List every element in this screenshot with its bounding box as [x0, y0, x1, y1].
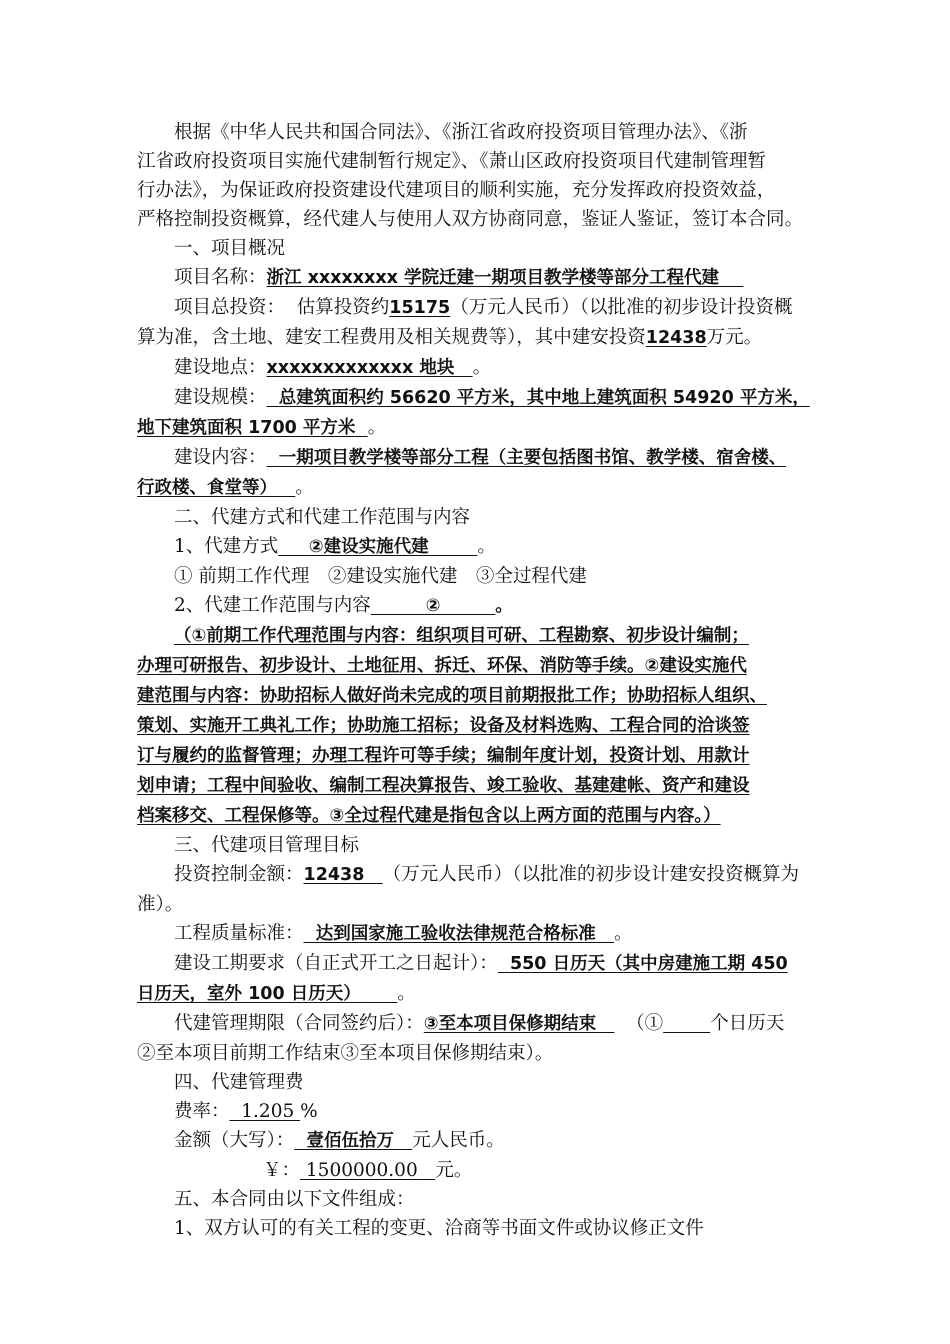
- scope-end: 。: [495, 596, 513, 616]
- fee-amount-label: 金额（大写）：: [174, 1130, 295, 1151]
- fee-rate-row: [137, 1097, 837, 1126]
- scope-detail-line: [137, 621, 837, 651]
- scope-detail-line: [137, 741, 837, 771]
- fee-amount-row: [137, 1126, 837, 1156]
- contract-body: [137, 118, 837, 1243]
- scale-value: 总建筑面积约 56620 平方米，其中地上建筑面积 54920 平方米，: [278, 388, 810, 408]
- content-row: [137, 443, 837, 473]
- intro-line: 根据《中华人民共和国合同法》、《浙江省政府投资项目管理办法》、《浙: [174, 122, 748, 143]
- mgmt-period-value: ③至本项目保修期结束: [423, 1014, 597, 1034]
- project-investment-row: [137, 293, 837, 323]
- mode-options: ① 前期工作代理 ②建设实施代建 ③全过程代建: [174, 566, 587, 587]
- scope-detail-line: [137, 711, 837, 741]
- mgmt-period-blank: [663, 1013, 710, 1034]
- scope-detail-text: 办理可研报告、初步设计、土地征用、拆迁、环保、消防等手续。②建设实施代: [137, 656, 747, 676]
- scope-detail-text: 订与履约的监督管理；办理工程许可等手续；编制年度计划，投资计划、用款计: [137, 746, 750, 766]
- mgmt-period-options: （①: [626, 1013, 664, 1034]
- period-value-2: 日历天，室外 100 日历天）: [137, 984, 361, 1004]
- scope-label: 2、代建工作范围与内容: [174, 595, 371, 616]
- site-end: 。: [472, 357, 492, 378]
- period-row: [137, 949, 837, 979]
- scope-detail-text: （①前期工作代理范围与内容：组织项目可研、工程勘察、初步设计编制；: [174, 626, 749, 646]
- project-name-label: 项目名称：: [174, 267, 267, 288]
- fee-amount-unit: 元人民币。: [412, 1130, 505, 1151]
- period-label: 建设工期要求（自正式开工之日起计）：: [174, 953, 498, 974]
- site-label: 建设地点：: [174, 357, 267, 378]
- mgmt-period-row: [137, 1009, 837, 1039]
- scale-row-2: [137, 413, 837, 443]
- scale-value-2: 地下建筑面积 1700 平方米: [137, 418, 356, 438]
- scope-detail-text: 档案移交、工程保修等。③全过程代建是指包含以上两方面的范围与内容。）: [137, 806, 721, 826]
- mode-end: 。: [477, 536, 496, 557]
- section-heading: 一、项目概况: [174, 238, 286, 259]
- fee-rate-value: 1.205: [241, 1101, 295, 1122]
- scale-label: 建设规模：: [174, 387, 267, 408]
- scope-detail-line: [137, 651, 837, 681]
- mode-value: ②建设实施代建: [308, 537, 429, 557]
- project-name-row: [137, 263, 837, 293]
- mode-row: [137, 532, 837, 562]
- scope-detail-line: [137, 681, 837, 711]
- site-row: [137, 353, 837, 383]
- control-amount-row: [137, 860, 837, 890]
- content-label: 建设内容：: [174, 447, 267, 468]
- section-heading: 三、代建项目管理目标: [174, 835, 360, 856]
- mgmt-period-row-2: ②至本项目前期工作结束③至本项目保修期结束）。: [137, 1043, 554, 1064]
- fee-yen-value: 1500000.00: [305, 1160, 418, 1181]
- scope-detail-text: 建范围与内容：协助招标人做好尚未完成的项目前期报批工作；协助招标人组织、: [137, 686, 767, 706]
- investment-row-2: [137, 323, 837, 353]
- content-value: 一期项目教学楼等部分工程（主要包括图书馆、教学楼、宿舍楼、: [278, 448, 787, 468]
- intro-line: 严格控制投资概算，经代建人与使用人双方协商同意，鉴证人鉴证，签订本合同。: [137, 209, 804, 230]
- period-row-2: [137, 979, 837, 1009]
- document-list-item: 1、双方认可的有关工程的变更、洽商等书面文件或协议修正文件: [174, 1218, 704, 1239]
- period-end: 。: [397, 983, 416, 1004]
- scope-detail-text: 划申请；工程中间验收、编制工程决算报告、竣工验收、基建建帐、资产和建设: [137, 776, 750, 796]
- scale-row: [137, 383, 837, 413]
- fee-amount-value: 壹佰伍拾万: [306, 1131, 394, 1151]
- scope-detail-line: [137, 771, 837, 801]
- quality-end: 。: [613, 923, 633, 944]
- mgmt-period-unit: 个日历天: [710, 1013, 785, 1034]
- fee-rate-unit: %: [300, 1101, 318, 1122]
- quality-value: 达到国家施工验收法律规范合格标准: [315, 924, 596, 944]
- build-investment-value: 12438: [645, 328, 707, 348]
- scope-detail-line: [137, 801, 837, 831]
- control-amount-label: 投资控制金额：: [174, 864, 304, 885]
- investment-value: 15175: [389, 298, 451, 318]
- scope-detail-text: 策划、实施开工典礼工作；协助施工招标；设备及材料选购、工程合同的洽谈签: [137, 716, 750, 736]
- scale-end: 。: [367, 417, 387, 438]
- control-amount-row-2: 准）。: [137, 894, 184, 915]
- fee-rate-label: 费率：: [174, 1101, 230, 1122]
- investment-note: （万元人民币）（以批准的初步设计投资概: [450, 297, 793, 318]
- fee-yen-row: [137, 1156, 837, 1185]
- section-heading: 五、本合同由以下文件组成：: [174, 1189, 415, 1210]
- investment-label: 项目总投资：: [174, 297, 286, 318]
- project-name-value: 浙江 xxxxxxxx 学院迁建一期项目教学楼等部分工程代建: [266, 268, 720, 288]
- content-row-2: [137, 473, 837, 503]
- mgmt-period-label: 代建管理期限（合同签约后）：: [174, 1013, 424, 1034]
- investment-note-2: 算为准，含土地、建安工程费用及相关规费等），其中建安投资: [137, 327, 646, 348]
- scope-row: [137, 591, 837, 621]
- fee-yen-unit: 元。: [435, 1160, 473, 1181]
- section-heading: 四、代建管理费: [174, 1072, 304, 1093]
- control-amount-note: （万元人民币）（以批准的初步设计建安投资概算为: [382, 864, 799, 885]
- quality-row: [137, 919, 837, 949]
- investment-prefix: 估算投资约: [296, 297, 390, 318]
- fee-yen-label: ￥：: [263, 1160, 301, 1181]
- quality-label: 工程质量标准：: [174, 923, 304, 944]
- control-amount-value: 12438: [303, 865, 365, 885]
- intro-line: 行办法》，为保证政府投资建设代建项目的顺利实施，充分发挥政府投资效益，: [137, 180, 776, 201]
- content-end: 。: [295, 477, 314, 498]
- intro-line: 江省政府投资项目实施代建制暂行规定》、《萧山区政府投资项目代建制管理暂: [137, 151, 767, 172]
- period-value: 550 日历天（其中房建施工期 450: [509, 954, 788, 974]
- content-value-2: 行政楼、食堂等）: [137, 478, 277, 498]
- site-value: xxxxxxxxxxxxx 地块: [266, 358, 455, 378]
- scope-value: ②: [425, 596, 441, 616]
- mode-label: 1、代建方式: [174, 536, 279, 557]
- section-heading: 二、代建方式和代建工作范围与内容: [174, 507, 471, 528]
- investment-unit: 万元。: [706, 327, 763, 348]
